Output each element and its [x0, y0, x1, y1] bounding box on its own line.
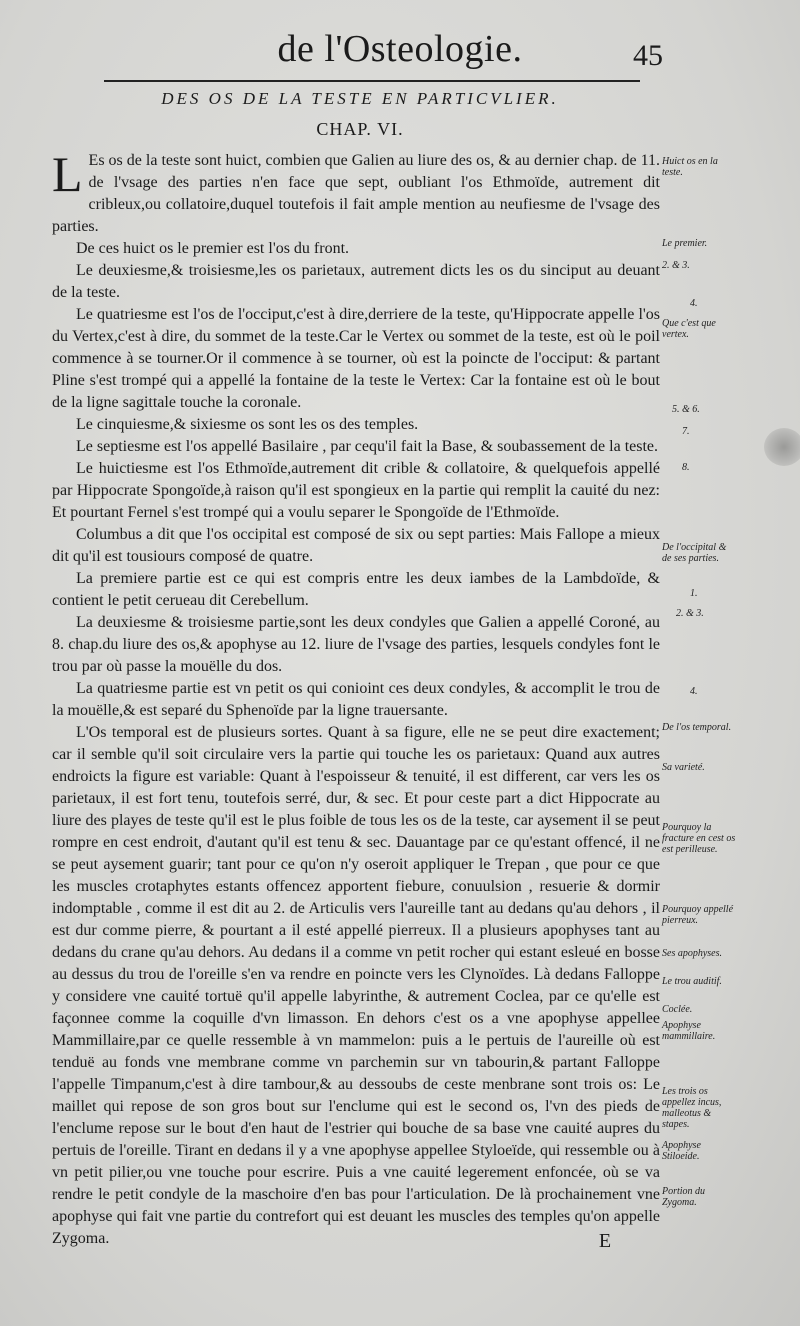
paragraph [52, 146, 660, 238]
margin-note: Le trou auditif. [662, 976, 722, 987]
paragraph: Columbus a dit que l'os occipital est composé de six ou sept parties: Mais Fallope a mieux dit qu'il est tousiours composé de quatre. [52, 526, 660, 565]
margin-note: De l'occipital & de ses parties. [662, 542, 727, 564]
margin-note: 4. [690, 298, 698, 309]
body-text [52, 146, 660, 1250]
paragraph: L'Os temporal est de plusieurs sortes. Quant à sa figure, elle ne se peut dire exactement; car il semble qu'il soit circulaire vers la partie qui touche les os parietaux: Quand aux autres endroicts la figure est variable: Quant à l'espoisseur & tenuité, il est different, car vers les os parietaux, il est fort tenu, toutefois serré, dur, & sec. Et pour ceste part a dict Hippocrate au liure des playes de teste qu'il est le plus foible de tous les os de la teste, car aysement il se peut rompre en cest endroit, d'autant qu'il est tenu & sec. Dauantage par ce qu'estant offencé, il ne se peut aysement guarir; tant pour ce qu'on n'y oseroit appliquer le Trepan , que pour ce que les muscles crotaphytes estants offencez apportent fiebure, conuulsion , resuerie & dormir indomptable , comme il est dit au 2. de Articulis vers l'aureille tant au dedans qu'au dehors , il est dur comme pierre, & pourtant a il esté appellé pierreux. Il a plusieurs apophyses tant au dedans du crane qu'au dehors. Au dedans il a comme vn petit rocher qui estant esleué en bosse au dessus du trou de l'oreille s'en va rendre en poincte vers les Clynoïdes. Là dedans Falloppe y considere vne cauité tortuë qu'il appelle labyrinthe, & autrement Coclea, par ce qu'elle est façonnee comme la coquille d'vn limasson. En dehors c'est os a vne apophyse appellee Mammillaire,par ce quelle ressemble à vn mammelon: puis a le pertuis de l'aureille où est tenduë au fonds vne membrane comme vn parchemin sur vn tabourin,& partant Falloppe l'appelle Timpanum,c'est à dire tambour,& au dessoubs de ceste menbrane sont trois os: Le maillet qui repose de son gros bout sur l'enclume qui est le second os, l'vn des pieds de l'enclume repose sur le bout d'en haut de l'estrier qui bouche de sa base vne cauité aupres du pertuis de l'oreille. Tirant en dedans il y a vne apophyse appellee Styloeïde, qui ressemble ou à vn petit pilier,ou vne touche pour escrire. Puis a vne cauité legerement enfoncée, où se va rendre le petit condyle de la maschoire d'en bas pour l'articulation. De là prochainement vne apophyse qui fait vne partie du contrefort qui est deuant les muscles des temples qu'on appelle Zygoma. [52, 724, 660, 1247]
margin-note: 4. [690, 686, 698, 697]
margin-note: Le premier. [662, 238, 708, 249]
margin-note: 2. & 3. [662, 260, 690, 271]
margin-note: De l'os temporal. [662, 722, 732, 733]
margin-note: Portion du Zygoma. [662, 1186, 706, 1208]
drop-cap: L [52, 146, 83, 202]
margin-note: Coclée. [662, 1004, 693, 1015]
section-title: DES OS DE LA TESTE EN PARTICVLIER. [161, 89, 559, 108]
margin-note: 8. [682, 462, 690, 473]
paragraph: Le septiesme est l'os appellé Basilaire , par cequ'il fait la Base, & soubassement de la teste. [76, 438, 659, 455]
paragraph: Le deuxiesme,& troisiesme,les os parietaux, autrement dicts les os du sinciput au deuant de la teste. [52, 262, 660, 301]
paragraph: Le huictiesme est l'os Ethmoïde,autrement dit crible & collatoire, & quelquefois appellé par Hippocrate Spongoïde,à raison qu'il est spongieux en la partie qui remplit la cauité du nez: Et pourtant Fernel s'est trompé qui a voulu separer le Spongoïde de l'Ethmoïde. [52, 460, 660, 521]
margin-note: Ses apophyses. [662, 948, 722, 959]
running-title: de l'Osteologie. [277, 28, 523, 70]
margin-note: 1. [690, 588, 698, 599]
margin-note: Pourquoy appellé pierreux. [662, 904, 734, 926]
margin-note: 7. [682, 426, 690, 437]
paragraph: La deuxiesme & troisiesme partie,sont les deux condyles que Galien a appellé Coroné, au 8. chap.du liure des os,& apophyse au 12. liure de l'vsage des parties, lesquels condyles font le trou par où passe la mouëlle du dos. [52, 614, 660, 675]
paragraph: Le cinquiesme,& sixiesme os sont les os des temples. [76, 416, 419, 433]
signature-mark: E [598, 1230, 612, 1252]
margin-note: Huict os en la teste. [662, 156, 718, 178]
margin-note: 2. & 3. [676, 608, 704, 619]
margin-note: Les trois os appellez incus, malleotus & stapes. [662, 1086, 722, 1130]
margin-note: 5. & 6. [672, 404, 700, 415]
margin-note: Sa varieté. [662, 762, 705, 773]
paragraph: Le quatriesme est l'os de l'occiput,c'est à dire,derriere de la teste, qu'Hippocrate appelle l'os du Vertex,c'est à dire, du sommet de la teste.Car le Vertex ou sommet de la teste, est où le poil commence à se tourner.Or il commence à se tourner, où est la poincte de l'occiput: & partant Pline s'est trompé qui a appellé la fontaine de la teste le Vertex: Car la fontaine est où le bout de la ligne sagittale touche la coronale. [52, 306, 660, 411]
margin-note: Pourquoy la fracture en cest os est perilleuse. [662, 822, 736, 855]
header-rule [104, 80, 640, 82]
paragraph: La quatriesme partie est vn petit os qui conioint ces deux condyles, & accomplit le trou de la mouëlle,& est separé du Sphenoïde par la ligne trauersante. [52, 680, 660, 719]
margin-note: Apophyse Stiloeide. [662, 1140, 701, 1162]
page-number: 45 [633, 39, 663, 72]
paragraph: La premiere partie est ce qui est compris entre les deux iambes de la Lambdoïde, & contient le petit cerueau dit Cerebellum. [52, 570, 660, 609]
margin-note: Apophyse mammillaire. [662, 1020, 716, 1042]
margin-note: Que c'est que vertex. [662, 318, 716, 340]
paragraph-text: Es os de la teste sont huict, combien que Galien au liure des os, & au dernier chap. de 11. de l'vsage des parties n'en face que sept, oubliant l'os Ethmoïde, autrement dit cribleux,ou collatoire,duquel toutefois il fait ample mention au neufiesme de l'vsage des parties. [52, 152, 660, 235]
page-smudge [764, 428, 800, 466]
paragraph: De ces huict os le premier est l'os du front. [76, 240, 350, 257]
chapter-title: CHAP. VI. [316, 119, 404, 139]
